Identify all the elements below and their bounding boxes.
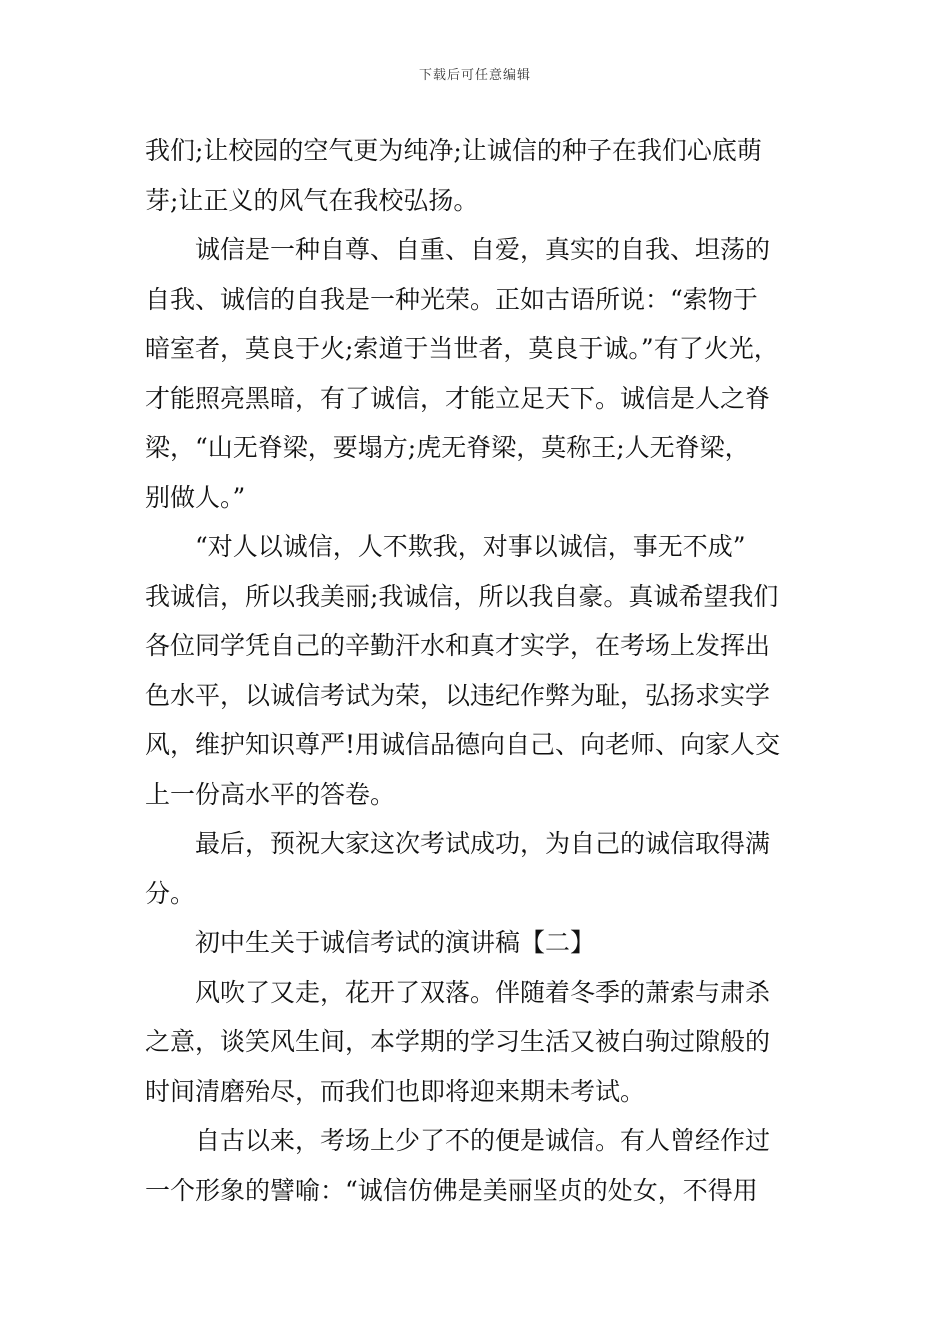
text-line: “对人以诚信，人不欺我，对事以诚信，事无不成” [195, 532, 746, 561]
text-line: 才能照亮黑暗，有了诚信，才能立足天下。诚信是人之脊 [145, 383, 771, 413]
text-line: 上一份高水平的答卷。 [145, 779, 396, 809]
text-line: 初中生关于诚信考试的演讲稿【二】 [195, 928, 596, 957]
text-line: 之意，谈笑风生间，本学期的学习生活又被白驹过隙般的 [145, 1027, 771, 1056]
text-line: 我诚信，所以我美丽;我诚信，所以我自豪。真诚希望我们 [145, 581, 779, 611]
text-line: 风，维护知识尊严!用诚信品德向自己、向老师、向家人交 [145, 730, 781, 759]
text-line: 梁，“山无脊梁，要塌方;虎无脊梁，莫称王;人无脊梁， [145, 433, 750, 462]
text-line: 诚信是一种自尊、自重、自爱，真实的自我、坦荡的 [195, 235, 771, 264]
paragraph [145, 522, 810, 819]
paragraph [145, 126, 810, 225]
text-line: 芽;让正义的风气在我校弘扬。 [145, 185, 479, 215]
text-line: 别做人。” [145, 482, 246, 512]
paragraph [145, 225, 810, 522]
text-line: 分。 [145, 878, 196, 908]
text-line: 最后，预祝大家这次考试成功，为自己的诚信取得满 [195, 829, 771, 858]
text-line: 风吹了又走，花开了双落。伴随着冬季的萧索与肃杀 [195, 977, 771, 1007]
paragraph [145, 1116, 810, 1215]
text-line: 一个形象的譬喻：“诚信仿佛是美丽坚贞的处女，不得用 [145, 1175, 758, 1205]
text-line: 自我、诚信的自我是一种光荣。正如古语所说：“索物于 [145, 284, 758, 314]
text-line: 各位同学凭自己的辛勤汗水和真才实学，在考场上发挥出 [145, 631, 771, 660]
text-line: 色水平，以诚信考试为荣，以违纪作弊为耻，弘扬求实学 [145, 680, 771, 710]
paragraph [145, 819, 810, 918]
paragraph [145, 968, 810, 1117]
text-line: 自古以来，考场上少了不的便是诚信。有人曾经作过 [195, 1126, 771, 1155]
text-line: 我们;让校园的空气更为纯净;让诚信的种子在我们心底萌 [145, 136, 762, 165]
page-header: 下载后可任意编辑 [418, 68, 531, 83]
text-line: 暗室者，莫良于火;索道于当世者，莫良于诚。”有了火光， [145, 334, 779, 363]
document-body [145, 126, 810, 1215]
paragraph [145, 918, 810, 968]
text-line: 时间清磨殆尽，而我们也即将迎来期未考试。 [145, 1076, 646, 1106]
